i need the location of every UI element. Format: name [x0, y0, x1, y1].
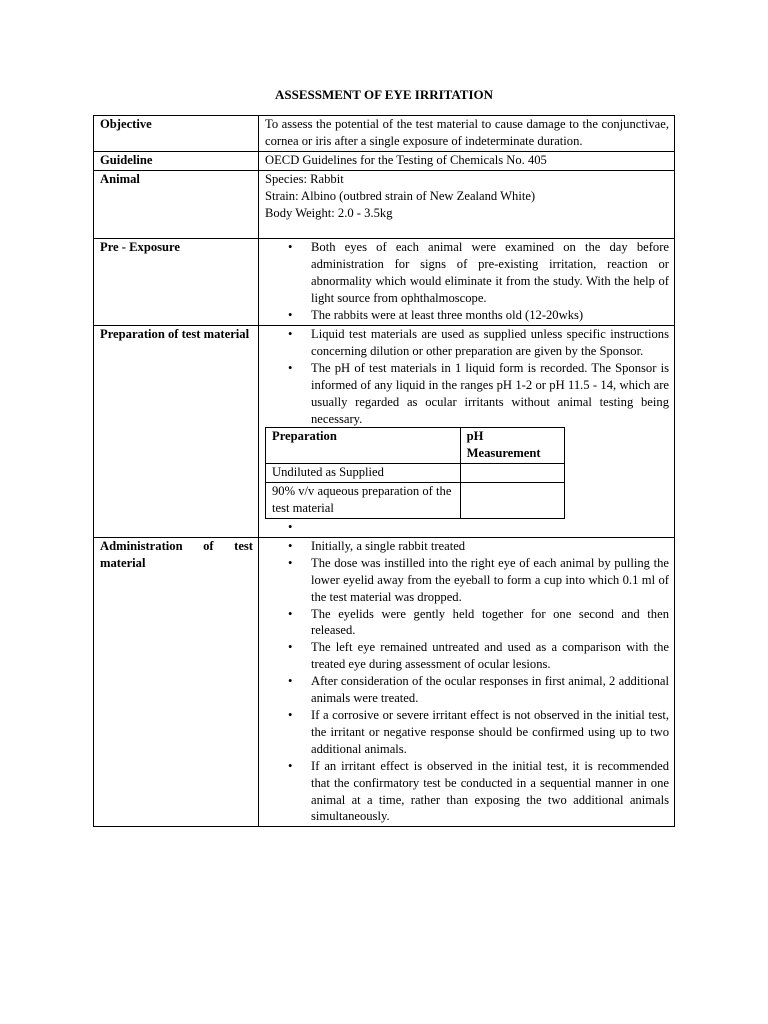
- empty-list-item: [311, 519, 669, 536]
- table-row-guideline: [94, 151, 675, 170]
- document-title: ASSESSMENT OF EYE IRRITATION: [274, 87, 494, 102]
- animal-body-weight: Body Weight: 2.0 - 3.5kg: [265, 205, 393, 220]
- pre-exposure-list: [265, 239, 669, 324]
- label-animal: Animal: [94, 170, 259, 239]
- ph-row-value: [460, 464, 564, 483]
- ph-row-value: [460, 483, 564, 519]
- preparation-content: [259, 325, 675, 537]
- animal-details: [259, 170, 675, 239]
- table-row-objective: [94, 116, 675, 152]
- label-objective: Objective: [94, 116, 259, 152]
- table-row: [266, 464, 565, 483]
- ph-measurement-table: [265, 427, 565, 519]
- list-item: • The rabbits were at least three months old (12-20wks): [311, 307, 669, 324]
- preparation-list: [265, 326, 669, 427]
- animal-spacer: [265, 221, 669, 237]
- administration-list: [265, 538, 669, 825]
- list-item: • Liquid test materials are used as supplied unless specific instructions concerning dilution or other preparation are given by the Sponsor.: [311, 326, 669, 360]
- preparation-empty-list: [265, 519, 669, 536]
- objective-text: To assess the potential of the test material to cause damage to the conjunctivae, cornea or iris after a single exposure of indeterminate duration.: [259, 116, 675, 152]
- list-item: • If a corrosive or severe irritant effect is not observed in the initial test, the irritant or negative response should be confirmed using up to two additional animals.: [311, 707, 669, 758]
- list-item: • After consideration of the ocular responses in first animal, 2 additional animals were treated.: [311, 673, 669, 707]
- list-item: • The eyelids were gently held together for one second and then released.: [311, 606, 669, 640]
- table-row-preparation: [94, 325, 675, 537]
- label-administration: Administration of test material: [94, 537, 259, 826]
- list-item: • The pH of test materials in 1 liquid form is recorded. The Sponsor is informed of any liquid in the ranges pH 1-2 or pH 11.5 - 14, which are usually regarded as ocular irritants without animal testing being necessary.: [311, 360, 669, 428]
- ph-row-preparation: Undiluted as Supplied: [266, 464, 461, 483]
- list-item: • Both eyes of each animal were examined on the day before administration for signs of pre-existing irritation, reaction or abnormality which would eliminate it from the study. With the help of light source from ophthalmoscope.: [311, 239, 669, 307]
- table-row-animal: [94, 170, 675, 239]
- list-item: • The left eye remained untreated and used as a comparison with the treated eye during assessment of ocular lesions.: [311, 639, 669, 673]
- pre-exposure-content: [259, 239, 675, 326]
- ph-header-measurement: pH Measurement: [460, 428, 564, 464]
- administration-content: [259, 537, 675, 826]
- animal-strain: Strain: Albino (outbred strain of New Zealand White): [265, 188, 536, 203]
- list-item: • Initially, a single rabbit treated: [311, 538, 669, 555]
- ph-header-preparation: Preparation: [266, 428, 461, 464]
- animal-species: Species: Rabbit: [265, 171, 344, 186]
- label-guideline: Guideline: [94, 151, 259, 170]
- table-row-administration: [94, 537, 675, 826]
- label-preparation: Preparation of test material: [94, 325, 259, 537]
- list-item: • The dose was instilled into the right eye of each animal by pulling the lower eyelid away from the eyeball to form a cup into which 0.1 ml of the test material was dropped.: [311, 555, 669, 606]
- ph-row-preparation: 90% v/v aqueous preparation of the test material: [266, 483, 461, 519]
- table-row: [266, 483, 565, 519]
- label-pre-exposure: Pre - Exposure: [94, 239, 259, 326]
- list-item: • If an irritant effect is observed in the initial test, it is recommended that the confirmatory test be conducted in a sequential manner in one animal at a time, rather than exposing the two additional animals simultaneously.: [311, 758, 669, 826]
- guideline-text: OECD Guidelines for the Testing of Chemicals No. 405: [259, 151, 675, 170]
- table-row-pre-exposure: [94, 239, 675, 326]
- ph-table-header-row: [266, 428, 565, 464]
- protocol-table: [93, 115, 675, 827]
